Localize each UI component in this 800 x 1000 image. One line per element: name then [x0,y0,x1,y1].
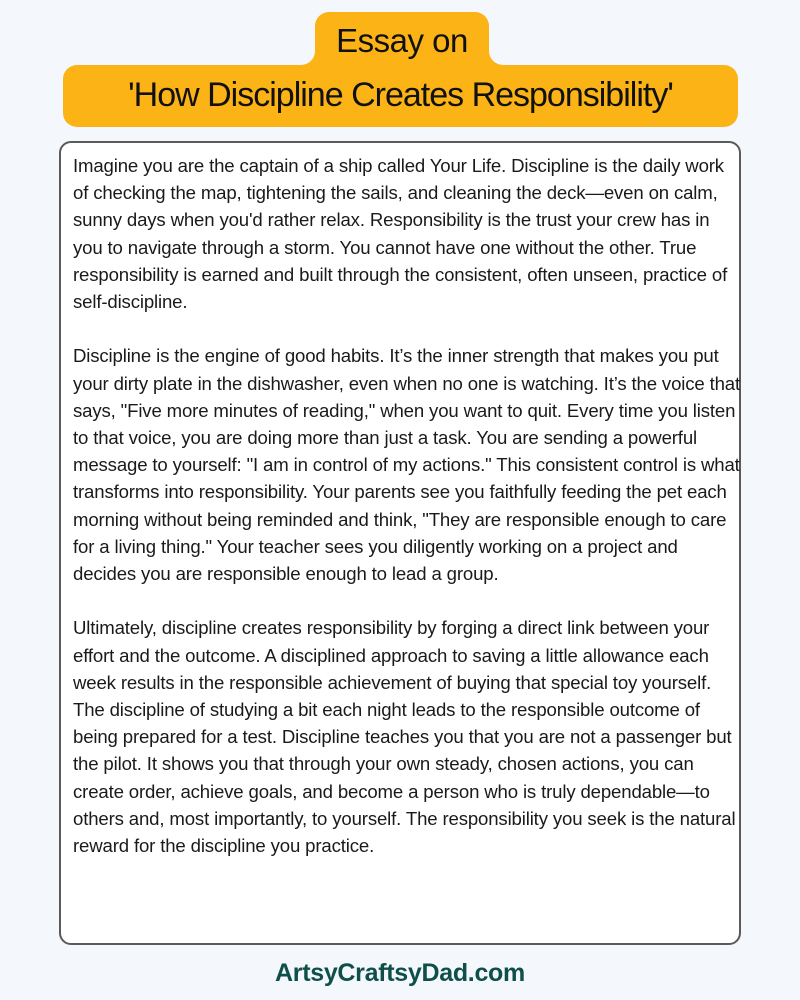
title-line-1: Essay on [336,22,468,59]
essay-box [59,141,741,945]
essay-paragraph-1: Imagine you are the captain of a ship called Your Life. Discipline is the daily work of checking the map, tightening the sails, and cleaning the deck—even on calm, sunny days when you'd rather relax. Responsibility is the trust your crew has in you to navigate through a storm. You cannot have one without the other. True responsibility is earned and built through the consistent, often unseen, practice of self-discipline. [73,155,728,313]
site-watermark: ArtsyCraftsyDad.com [275,959,525,987]
essay-paragraph-2: Discipline is the engine of good habits. It’s the inner strength that makes you put your dirty plate in the dishwasher, even when no one is watching. It’s the voice that says, "Five more minutes of reading," when you want to quit. Every time you listen to that voice, you are doing more than just a task. You are sending a powerful message to yourself: "I am in control of my actions." This consistent control is what transforms into responsibility. Your parents see you faithfully feeding the pet each morning without being reminded and think, "They are responsible enough to care for a living thing." Your teacher sees you diligently working on a project and decides you are responsible enough to lead a group. [73,345,741,585]
essay-paragraph-3: Ultimately, discipline creates responsibility by forging a direct link between your effort and the outcome. A disciplined approach to saving a little allowance each week results in the responsible achievement of buying that special toy yourself. The discipline of studying a bit each night leads to the responsible outcome of being prepared for a test. Discipline teaches you that you are not a passenger but the pilot. It shows you that through your own steady, chosen actions, you can create order, achieve goals, and become a person who is truly dependable—to others and, most importantly, to yourself. The responsibility you seek is the natural reward for the discipline you practice. [73,617,736,857]
page-title: 'How Discipline Creates Responsibility' [128,76,673,114]
essay-body [73,152,743,859]
